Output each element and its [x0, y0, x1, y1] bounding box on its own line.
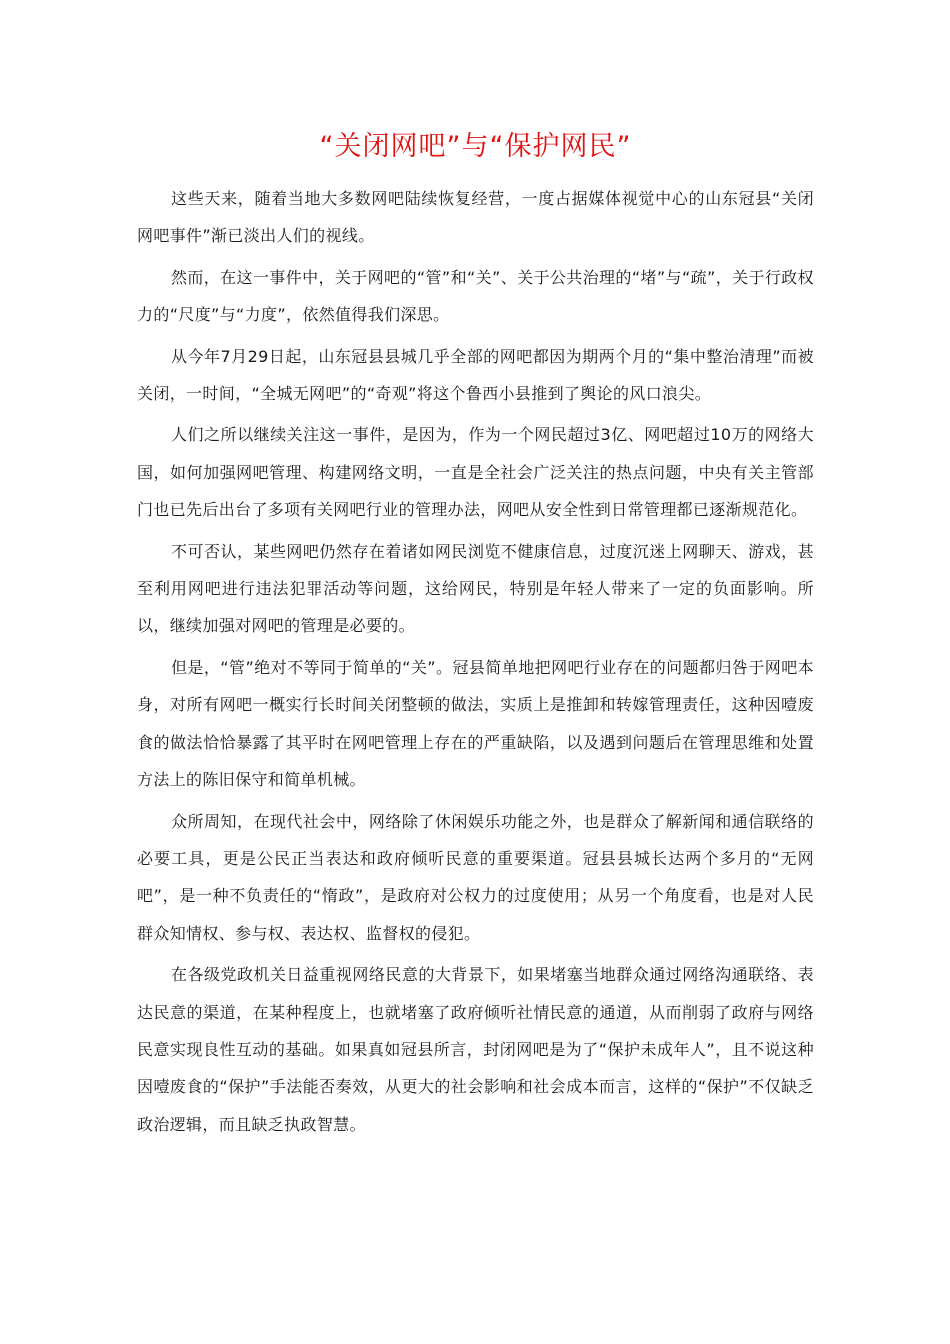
paragraph-3: 从今年7月29日起，山东冠县县城几乎全部的网吧都因为期两个月的“集中整治清理”而被关闭，一时间，“全城无网吧”的“奇观”将这个鲁西小县推到了舆论的风口浪尖。	[137, 346, 814, 404]
paragraph-8: 在各级党政机关日益重视网络民意的大背景下，如果堵塞当地群众通过网络沟通联络、表达民意的渠道，在某种程度上，也就堵塞了政府倾听社情民意的通道，从而削弱了政府与网络民意实现良性互动的基础。如果真如冠县所言，封闭网吧是为了“保护未成年人”，且不说这种因噎废食的“保护”手法能否奏效，从更大的社会影响和社会成本而言，这样的“保护”不仅缺乏政治逻辑，而且缺乏执政智慧。	[137, 965, 814, 1134]
paragraph-5: 不可否认，某些网吧仍然存在着诸如网民浏览不健康信息，过度沉迷上网聊天、游戏，甚至利用网吧进行违法犯罪活动等问题，这给网民，特别是年轻人带来了一定的负面影响。所以，继续加强对网吧的管理是必要的。	[137, 541, 814, 636]
paragraph-6: 但是，“管”绝对不等同于简单的“关”。冠县简单地把网吧行业存在的问题都归咎于网吧本身，对所有网吧一概实行长时间关闭整顿的做法，实质上是推卸和转嫁管理责任，这种因噎废食的做法恰恰暴露了其平时在网吧管理上存在的严重缺陷，以及遇到问题后在管理思维和处置方法上的陈旧保守和简单机械。	[137, 657, 814, 790]
document-title: “关闭网吧”与“保护网民”	[319, 131, 632, 162]
paragraph-7: 众所周知，在现代社会中，网络除了休闲娱乐功能之外，也是群众了解新闻和通信联络的必要工具，更是公民正当表达和政府倾听民意的重要渠道。冠县县城长达两个多月的“无网吧”，是一种不负责任的“惰政”，是政府对公权力的过度使用；从另一个角度看，也是对人民群众知情权、参与权、表达权、监督权的侵犯。	[137, 811, 814, 943]
paragraph-1: 这些天来，随着当地大多数网吧陆续恢复经营，一度占据媒体视觉中心的山东冠县“关闭网吧事件”渐已淡出人们的视线。	[137, 189, 814, 246]
document-body	[137, 180, 814, 1143]
paragraph-2: 然而，在这一事件中，关于网吧的“管”和“关”、关于公共治理的“堵”与“疏”，关于行政权力的“尺度”与“力度”，依然值得我们深思。	[137, 267, 814, 325]
paragraph-4: 人们之所以继续关注这一事件，是因为，作为一个网民超过3亿、网吧超过10万的网络大国，如何加强网吧管理、构建网络文明，一直是全社会广泛关注的热点问题，中央有关主管部门也已先后出台了多项有关网吧行业的管理办法，网吧从安全性到日常管理都已逐渐规范化。	[137, 425, 814, 520]
